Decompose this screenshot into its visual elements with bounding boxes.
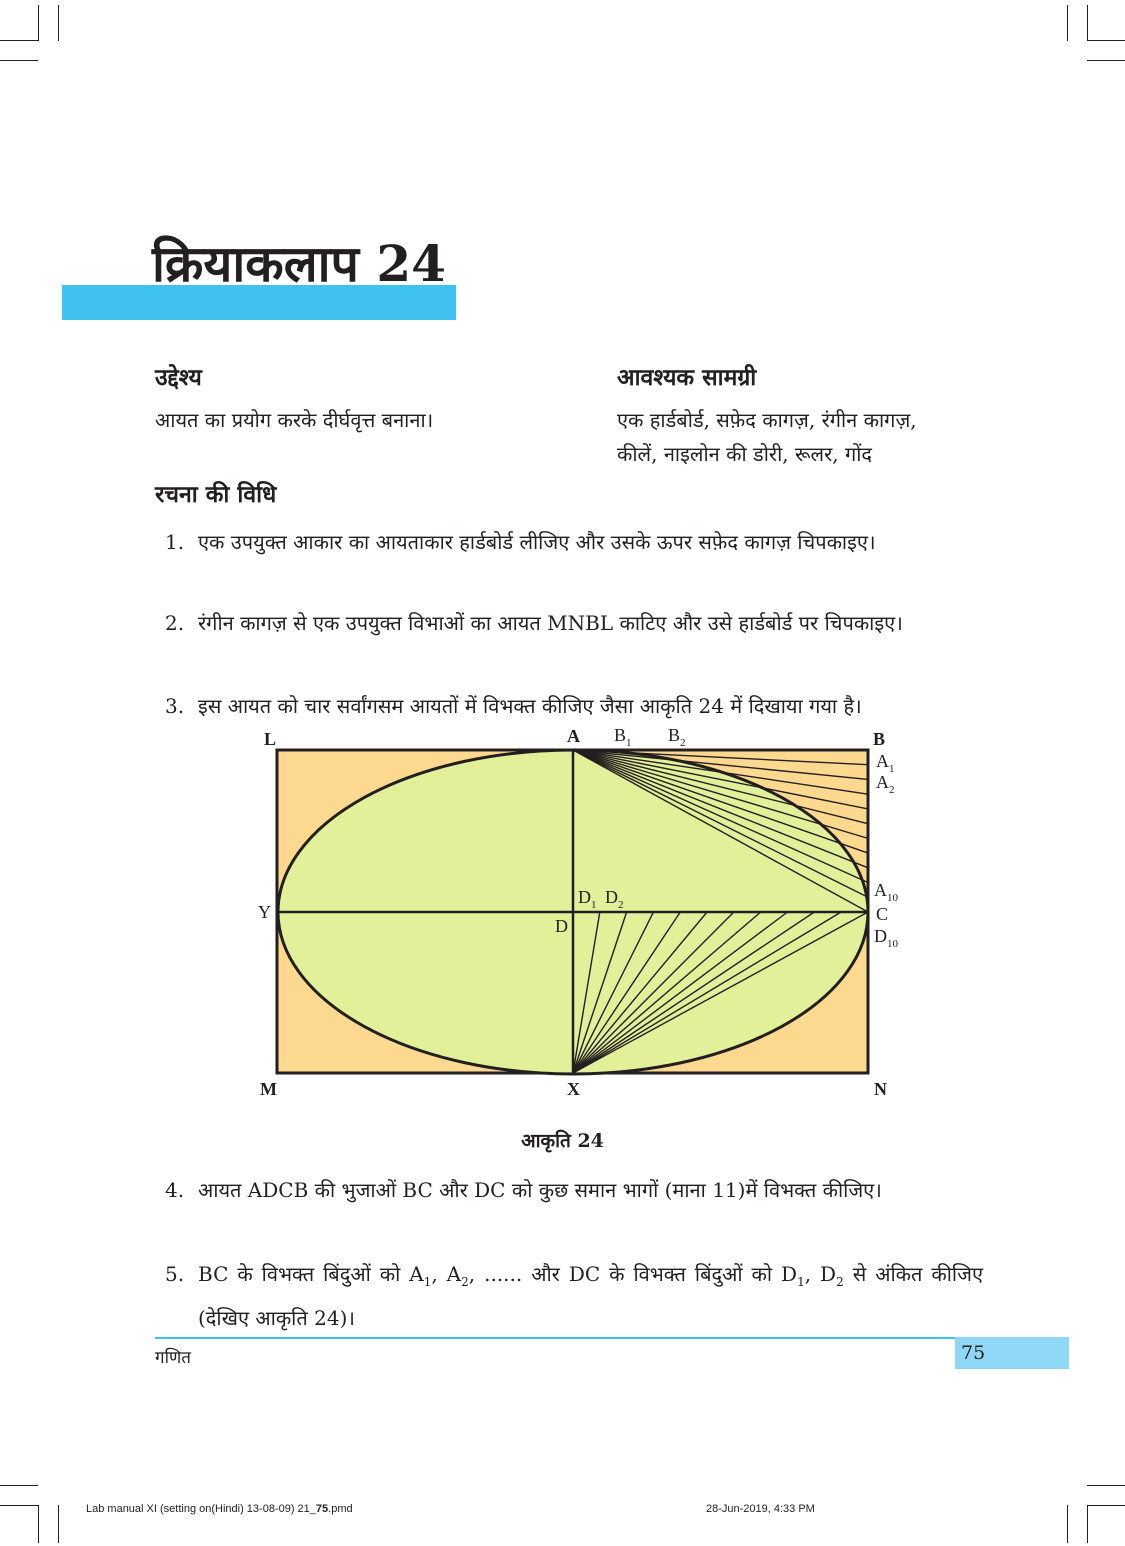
crop-mark [1087, 5, 1088, 41]
crop-mark [1087, 40, 1125, 41]
crop-mark [1087, 1505, 1088, 1543]
crop-mark [58, 1505, 59, 1543]
step-number: 5. [165, 1262, 185, 1286]
footer-rule [155, 1337, 955, 1339]
figure-caption: आकृति 24 [521, 1130, 604, 1152]
step-text: BC के विभक्त बिंदुओं को $A_1$, $A_2$, ...... और DC के विभक्त बिंदुओं को $D_1$, $D_2$ से अंकित कीजिए (देखिए आकृति 24)। [198, 1262, 984, 1330]
step-1 [165, 524, 983, 560]
print-slug-file: Lab manual XI (setting on(Hindi) 13-08-09) 21_75.pmd [86, 1503, 353, 1515]
label-c: C [876, 904, 889, 924]
step-number: 1. [165, 530, 185, 554]
step-text: रंगीन कागज़ से एक उपयुक्त विभाओं का आयत MNBL काटिए और उसे हार्डबोर्ड पर चिपकाइए। [198, 611, 903, 635]
label-d10: $D_{10}$ [874, 926, 898, 950]
label-a1: $A_1$ [876, 751, 895, 775]
step-5 [165, 1256, 983, 1336]
print-slug-date: 28-Jun-2019, 4:33 PM [706, 1503, 815, 1515]
label-d1: $D_1$ [578, 887, 597, 911]
label-b1: $B_1$ [614, 725, 632, 749]
crop-mark [0, 1485, 38, 1486]
materials-line-2: कीलें, नाइलोन की डोरी, रूलर, गोंद [617, 442, 873, 466]
crop-mark [38, 5, 39, 41]
crop-mark [1087, 60, 1125, 61]
label-d: D [555, 916, 568, 936]
label-b: B [873, 729, 886, 749]
crop-mark [1067, 5, 1068, 41]
label-d2: $D_2$ [605, 887, 624, 911]
crop-mark [38, 1505, 39, 1543]
objective-heading: उद्देश्य [155, 364, 202, 391]
label-l: L [264, 729, 277, 749]
crop-mark [0, 60, 38, 61]
step-4 [165, 1172, 983, 1208]
label-a2: $A_2$ [876, 772, 895, 796]
label-m: M [260, 1079, 277, 1099]
crop-mark [1067, 1505, 1068, 1543]
label-a: A [567, 726, 580, 746]
label-x: X [567, 1079, 580, 1099]
crop-mark [1087, 1505, 1125, 1506]
crop-mark [0, 40, 38, 41]
step-2 [165, 605, 983, 641]
label-n: N [874, 1079, 887, 1099]
step-text: इस आयत को चार सर्वांगसम आयतों में विभक्त कीजिए जैसा आकृति 24 में दिखाया गया है। [198, 694, 862, 718]
step-number: 2. [165, 611, 185, 635]
step-3 [165, 688, 983, 724]
crop-mark [1087, 1485, 1125, 1486]
page-number: 75 [961, 1342, 986, 1364]
step-text: एक उपयुक्त आकार का आयताकार हार्डबोर्ड लीजिए और उसके ऊपर सफ़ेद कागज़ चिपकाइए। [198, 530, 876, 554]
label-y: Y [258, 902, 271, 922]
ellipse-construction-figure [240, 722, 920, 1107]
objective-text: आयत का प्रयोग करके दीर्घवृत्त बनाना। [155, 408, 434, 432]
activity-title: क्रियाकलाप 24 [152, 234, 446, 293]
step-number: 3. [165, 694, 185, 718]
label-a10: $A_{10}$ [874, 880, 898, 904]
step-text: आयत ADCB की भुजाओं BC और DC को कुछ समान भागों (माना 11)में विभक्त कीजिए। [198, 1178, 882, 1202]
label-b2: $B_2$ [668, 725, 686, 749]
method-heading: रचना की विधि [155, 481, 277, 508]
footer-subject: गणित [155, 1348, 191, 1368]
crop-mark [0, 1505, 38, 1506]
crop-mark [58, 5, 59, 41]
materials-line-1: एक हार्डबोर्ड, सफ़ेद कागज़, रंगीन कागज़, [617, 408, 917, 432]
materials-heading: आवश्यक सामग्री [617, 364, 757, 391]
step-number: 4. [165, 1178, 185, 1202]
